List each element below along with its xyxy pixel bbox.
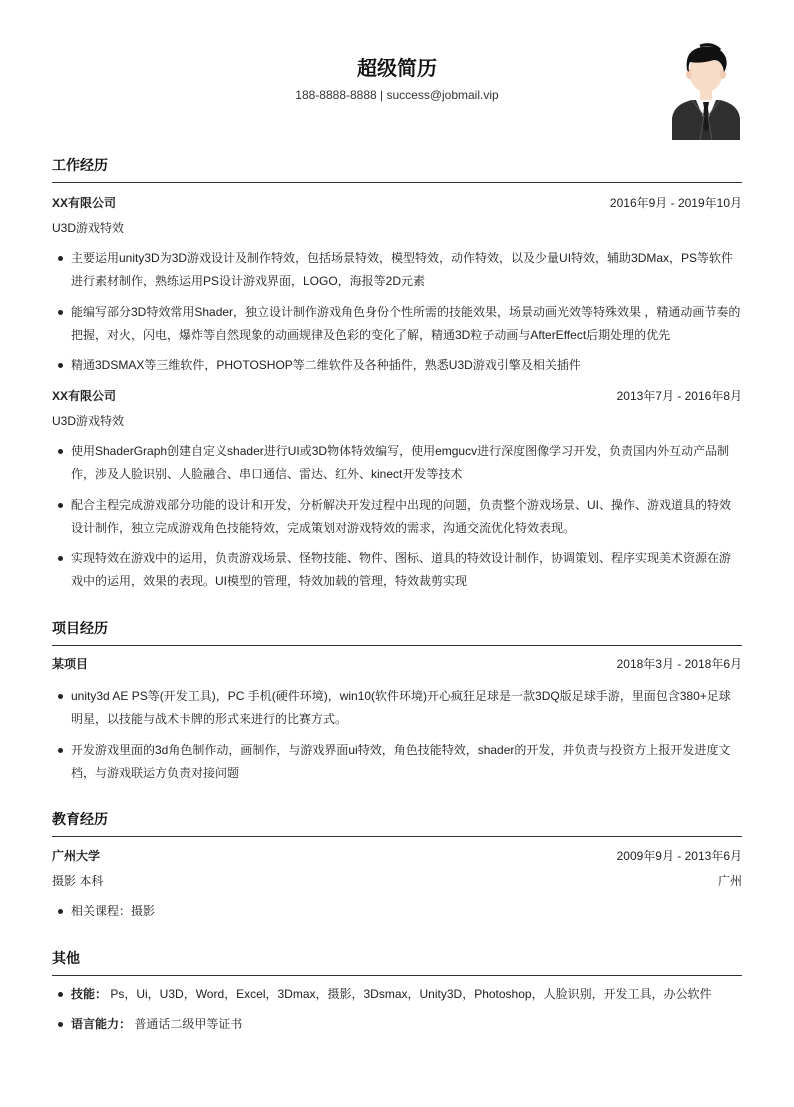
section-title-work: 工作经历 <box>52 157 108 173</box>
list-item <box>52 685 742 731</box>
section-title-other: 其他 <box>52 950 80 966</box>
job-2-company: XX有限公司 <box>52 389 117 403</box>
project-bullet-2: 开发游戏里面的3d角色制作动，画制作，与游戏界面ui特效，角色技能特效，shader的开发，并负责与投资方上报开发进度文档，与游戏联运方负责对接问题 <box>71 743 731 780</box>
education-header <box>52 847 742 865</box>
job-1-company: XX有限公司 <box>52 196 117 210</box>
resume-page <box>52 0 742 1031</box>
section-divider <box>52 182 742 183</box>
skills-label: 技能： <box>71 987 108 1001</box>
list-item <box>52 547 742 593</box>
resume-header <box>52 0 742 150</box>
person-avatar-icon <box>670 42 742 140</box>
bullet-icon <box>58 449 63 454</box>
job-2-bullet-3: 实现特效在游戏中的运用，负责游戏场景、怪物技能、物件、图标、道具的特效设计制作，协调策划、程序实现美术资源在游戏中的运用，效果的表现。UI模型的管理，特效加载的管理，特效裁剪实现 <box>71 551 732 588</box>
other-section-header <box>52 947 742 976</box>
job-2-dates: 2013年7月 - 2016年8月 <box>616 389 742 403</box>
list-item <box>52 983 742 1006</box>
education-dates: 2009年9月 - 2013年6月 <box>616 849 742 863</box>
job-2-bullet-2: 配合主程完成游戏部分功能的设计和开发，分析解决开发过程中出现的问题，负责整个游戏场景、UI、操作、游戏道具的特效设计制作，独立完成游戏角色技能特效，完成策划对游戏特效的需求，沟通交流优化特效表现。 <box>71 498 732 535</box>
section-divider <box>52 836 742 837</box>
school-city: 广州 <box>717 874 742 888</box>
bullet-icon <box>58 909 63 914</box>
school-name: 广州大学 <box>52 849 101 863</box>
job-2-role-row <box>52 412 742 430</box>
job-1-bullet-2: 能编写部分3D特效常用Shader，独立设计制作游戏角色身份个性所需的技能效果，场景动画光效等特殊效果 ，精通动画节奏的把握，对火，闪电，爆炸等自然现象的动画规律及色彩的变化了解，精通3D粒子动画与AfterEffect后期处理的优先 <box>71 305 741 342</box>
list-item <box>52 247 742 293</box>
section-title-project: 项目经历 <box>52 620 108 636</box>
language-value: 普通话二级甲等证书 <box>131 1017 243 1031</box>
list-item <box>52 900 742 923</box>
project-section-header <box>52 617 742 646</box>
project-header <box>52 655 742 673</box>
degree: 摄影 本科 <box>52 874 104 888</box>
bullet-icon <box>58 556 63 561</box>
bullet-icon <box>58 748 63 753</box>
bullet-icon <box>58 1022 63 1027</box>
list-item <box>52 494 742 540</box>
job-1-bullet-1: 主要运用unity3D为3D游戏设计及制作特效，包括场景特效，模型特效，动作特效，以及少量UI特效，辅助3DMax，PS等软件进行素材制作，熟练运用PS设计游戏界面，LOGO，海报等2D元素 <box>71 251 734 288</box>
language-label: 语言能力： <box>71 1017 132 1031</box>
job-1-bullet-3: 精通3DSMAX等三维软件，PHOTOSHOP等二维软件及各种插件，熟悉U3D游戏引擎及相关插件 <box>71 358 581 372</box>
job-2-header <box>52 387 742 405</box>
project-dates: 2018年3月 - 2018年6月 <box>616 657 742 671</box>
candidate-name: 超级简历 <box>357 58 437 80</box>
job-1-header <box>52 194 742 212</box>
bullet-icon <box>58 256 63 261</box>
section-divider <box>52 645 742 646</box>
work-section-header <box>52 154 742 183</box>
job-1-role: U3D游戏特效 <box>52 221 125 235</box>
list-item <box>52 1013 742 1036</box>
project-bullet-1: unity3d AE PS等(开发工具)，PC 手机(硬件环境)，win10(软件环境)开心疯狂足球是一款3DQ版足球手游，里面包含380+足球明星，以技能与战术卡牌的形式来进行的比赛方式。 <box>71 689 731 726</box>
education-bullet-1: 相关课程：摄影 <box>71 904 156 918</box>
education-section-header <box>52 808 742 837</box>
bullet-icon <box>58 503 63 508</box>
education-detail <box>52 872 742 890</box>
skills-value: Ps，Ui，U3D，Word，Excel，3Dmax，摄影，3Dsmax，Unity3D，Photoshop，人脸识别，开发工具，办公软件 <box>107 987 712 1001</box>
bullet-icon <box>58 310 63 315</box>
project-name: 某项目 <box>52 657 89 671</box>
bullet-icon <box>58 992 63 997</box>
job-2-bullet-1: 使用ShaderGraph创建自定义shader进行UI或3D物体特效编写，使用emgucv进行深度图像学习开发，负责国内外互动产品制作，涉及人脸识别、人脸融合、串口通信、雷达、红外、kinect开发等技术 <box>71 444 730 481</box>
list-item <box>52 301 742 347</box>
list-item <box>52 440 742 486</box>
bullet-icon <box>58 694 63 699</box>
contact-line: 188-8888-8888 | success@jobmail.vip <box>295 88 499 102</box>
list-item <box>52 354 742 377</box>
job-1-role-row <box>52 219 742 237</box>
section-title-education: 教育经历 <box>52 811 108 827</box>
section-divider <box>52 975 742 976</box>
list-item <box>52 739 742 785</box>
job-1-dates: 2016年9月 - 2019年10月 <box>609 196 742 210</box>
bullet-icon <box>58 363 63 368</box>
job-2-role: U3D游戏特效 <box>52 414 125 428</box>
